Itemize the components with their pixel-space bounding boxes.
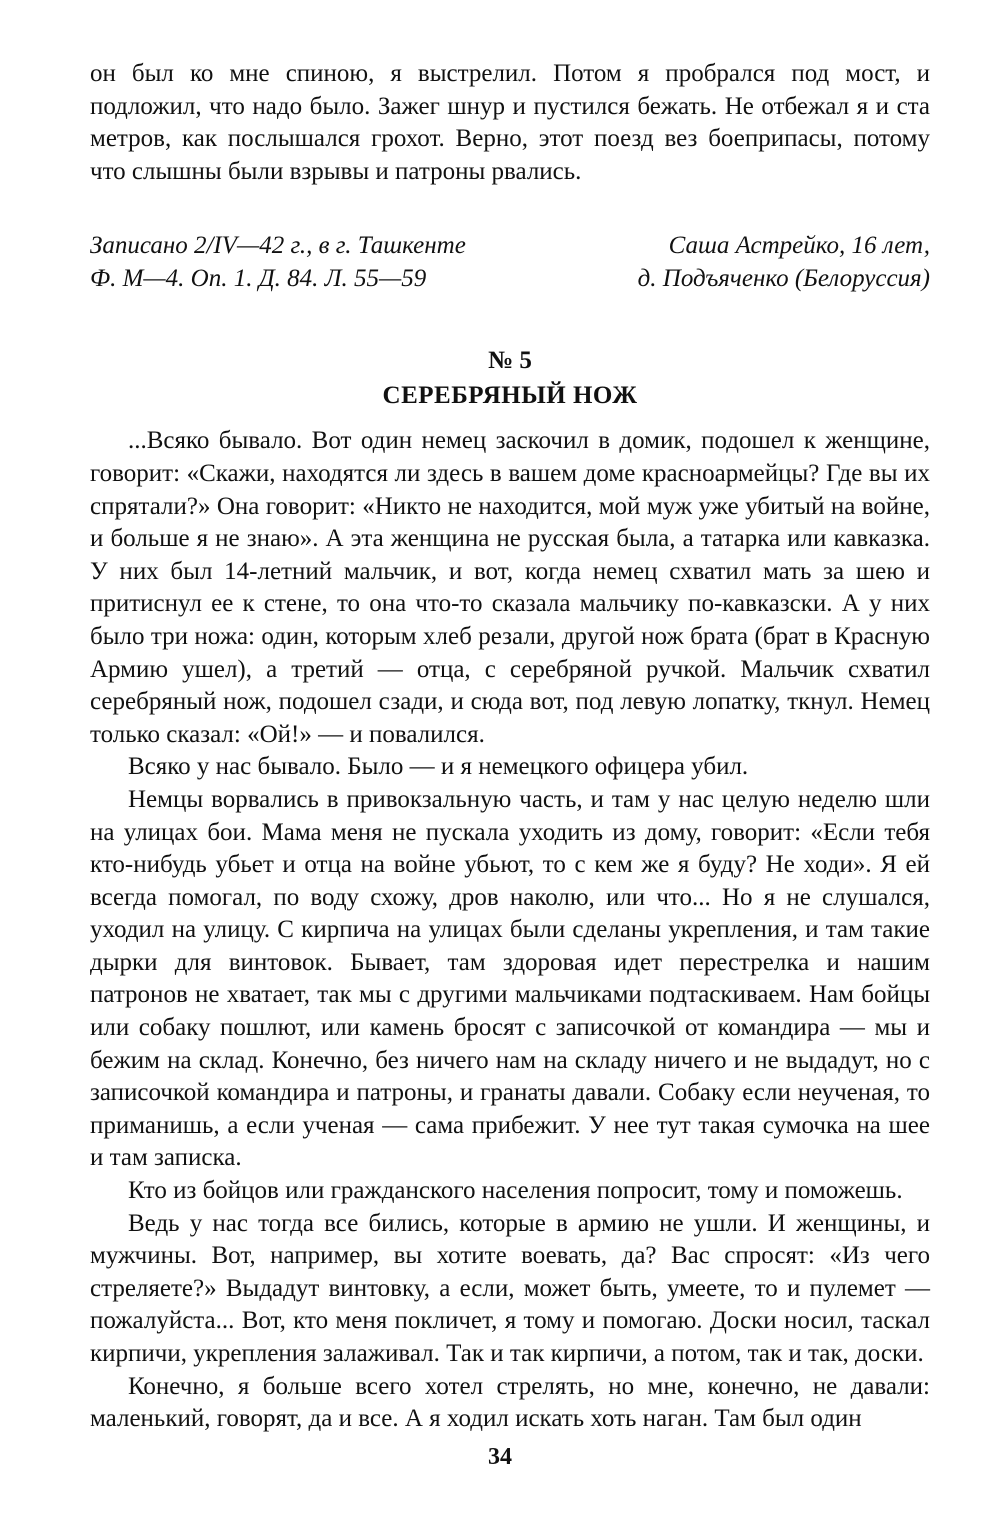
attribution-location: д. Подъяченко (Белоруссия): [637, 265, 930, 293]
intro-paragraph: он был ко мне спиною, я выстрелил. Потом я пробрался под мост, и подложил, что надо было. Зажег шнур и пустился бежать. Не отбежал я и ста метров, как послышался грохот. Верно, этот поезд вез боеприпасы, потому что слышны были взрывы и патроны рвались.: [90, 60, 930, 185]
attribution-source: [90, 229, 466, 295]
page-body: [90, 58, 930, 1436]
attribution-narrator: [638, 229, 930, 295]
attribution-author: Саша Астрейко, 16 лет,: [668, 232, 930, 260]
attribution-recorded: Записано 2/IV—42 г., в г. Ташкенте: [90, 232, 466, 260]
page-number: 34: [488, 1444, 512, 1470]
attribution-block: [90, 229, 930, 295]
body-paragraph: Всяко у нас бывало. Было — и я немецкого офицера убил.: [128, 753, 749, 781]
attribution-archive: Ф. М—4. Оп. 1. Д. 84. Л. 55—59: [90, 265, 427, 293]
body-paragraph: Кто из бойцов или гражданского населения попросит, тому и поможешь.: [128, 1177, 903, 1205]
section-number: № 5: [488, 347, 532, 375]
body-paragraph: Ведь у нас тогда все бились, которые в армию не ушли. И женщины, и мужчины. Вот, например, вы хотите воевать, да? Вас спросят: «Из чего стреляете?» Выдадут винтовку, а если, может быть, умеете, то и пулемет — пожалуйста... Вот, кто меня покличет, я тому и помогаю. Доски носил, таскал кирпичи, укрепления залаживал. Так и так кирпичи, а потом, так и так, доски.: [90, 1209, 930, 1367]
body-paragraph: Конечно, я больше всего хотел стрелять, но мне, конечно, не давали: маленький, говорят, да и все. А я ходил искать хоть наган. Там был один: [90, 1372, 930, 1433]
section-title: СЕРЕБРЯНЫЙ НОЖ: [382, 382, 638, 410]
body-paragraph: Немцы ворвались в привокзальную часть, и там у нас целую неделю шли на улицах бои. Мама меня не пускала уходить из дому, говорит: «Если тебя кто-нибудь убьет и отца на войне убьют, то с кем же я буду? Не ходи». Я ей всегда помогал, по воду схожу, дров наколю, или что... Но я не слушался, уходил на улицу. С кирпича на улицах были сделаны укрепления, и там такие дырки для винтовок. Бывает, там здоровая идет перестрелка и нашим патронов не хватает, так мы с другими мальчиками подтаскиваем. Нам бойцы или собаку пошлют, или камень бросят с записочкой от командира — мы и бежим на склад. Конечно, без ничего нам на складу ничего и не выдадут, но с записочкой командира и патроны, и гранаты давали. Собаку если неученая, то приманишь, а если ученая — сама прибежит. У нее тут такая сумочка на шее и там записка.: [90, 785, 930, 1172]
body-paragraph: ...Всяко бывало. Вот один немец заскочил в домик, подошел к женщине, говорит: «Скажи, находятся ли здесь в вашем доме красноармейцы? Где вы их спрятали?» Она говорит: «Никто не находится, мой муж уже убитый на войне, и больше я не знаю». А эта женщина не русская была, а татарка или кавказка. У них был 14-летний мальчик, и вот, когда немец схватил мать за шею и притиснул ее к стене, то она что-то сказала мальчику по-кавказски. А у них было три ножа: один, которым хлеб резали, другой нож брата (брат в Красную Армию ушел), а третий — отца, с серебряной ручкой. Мальчик схватил серебряный нож, подошел сзади, и сюда вот, под левую лопатку, ткнул. Немец только сказал: «Ой!» — и повалился.: [90, 427, 930, 748]
